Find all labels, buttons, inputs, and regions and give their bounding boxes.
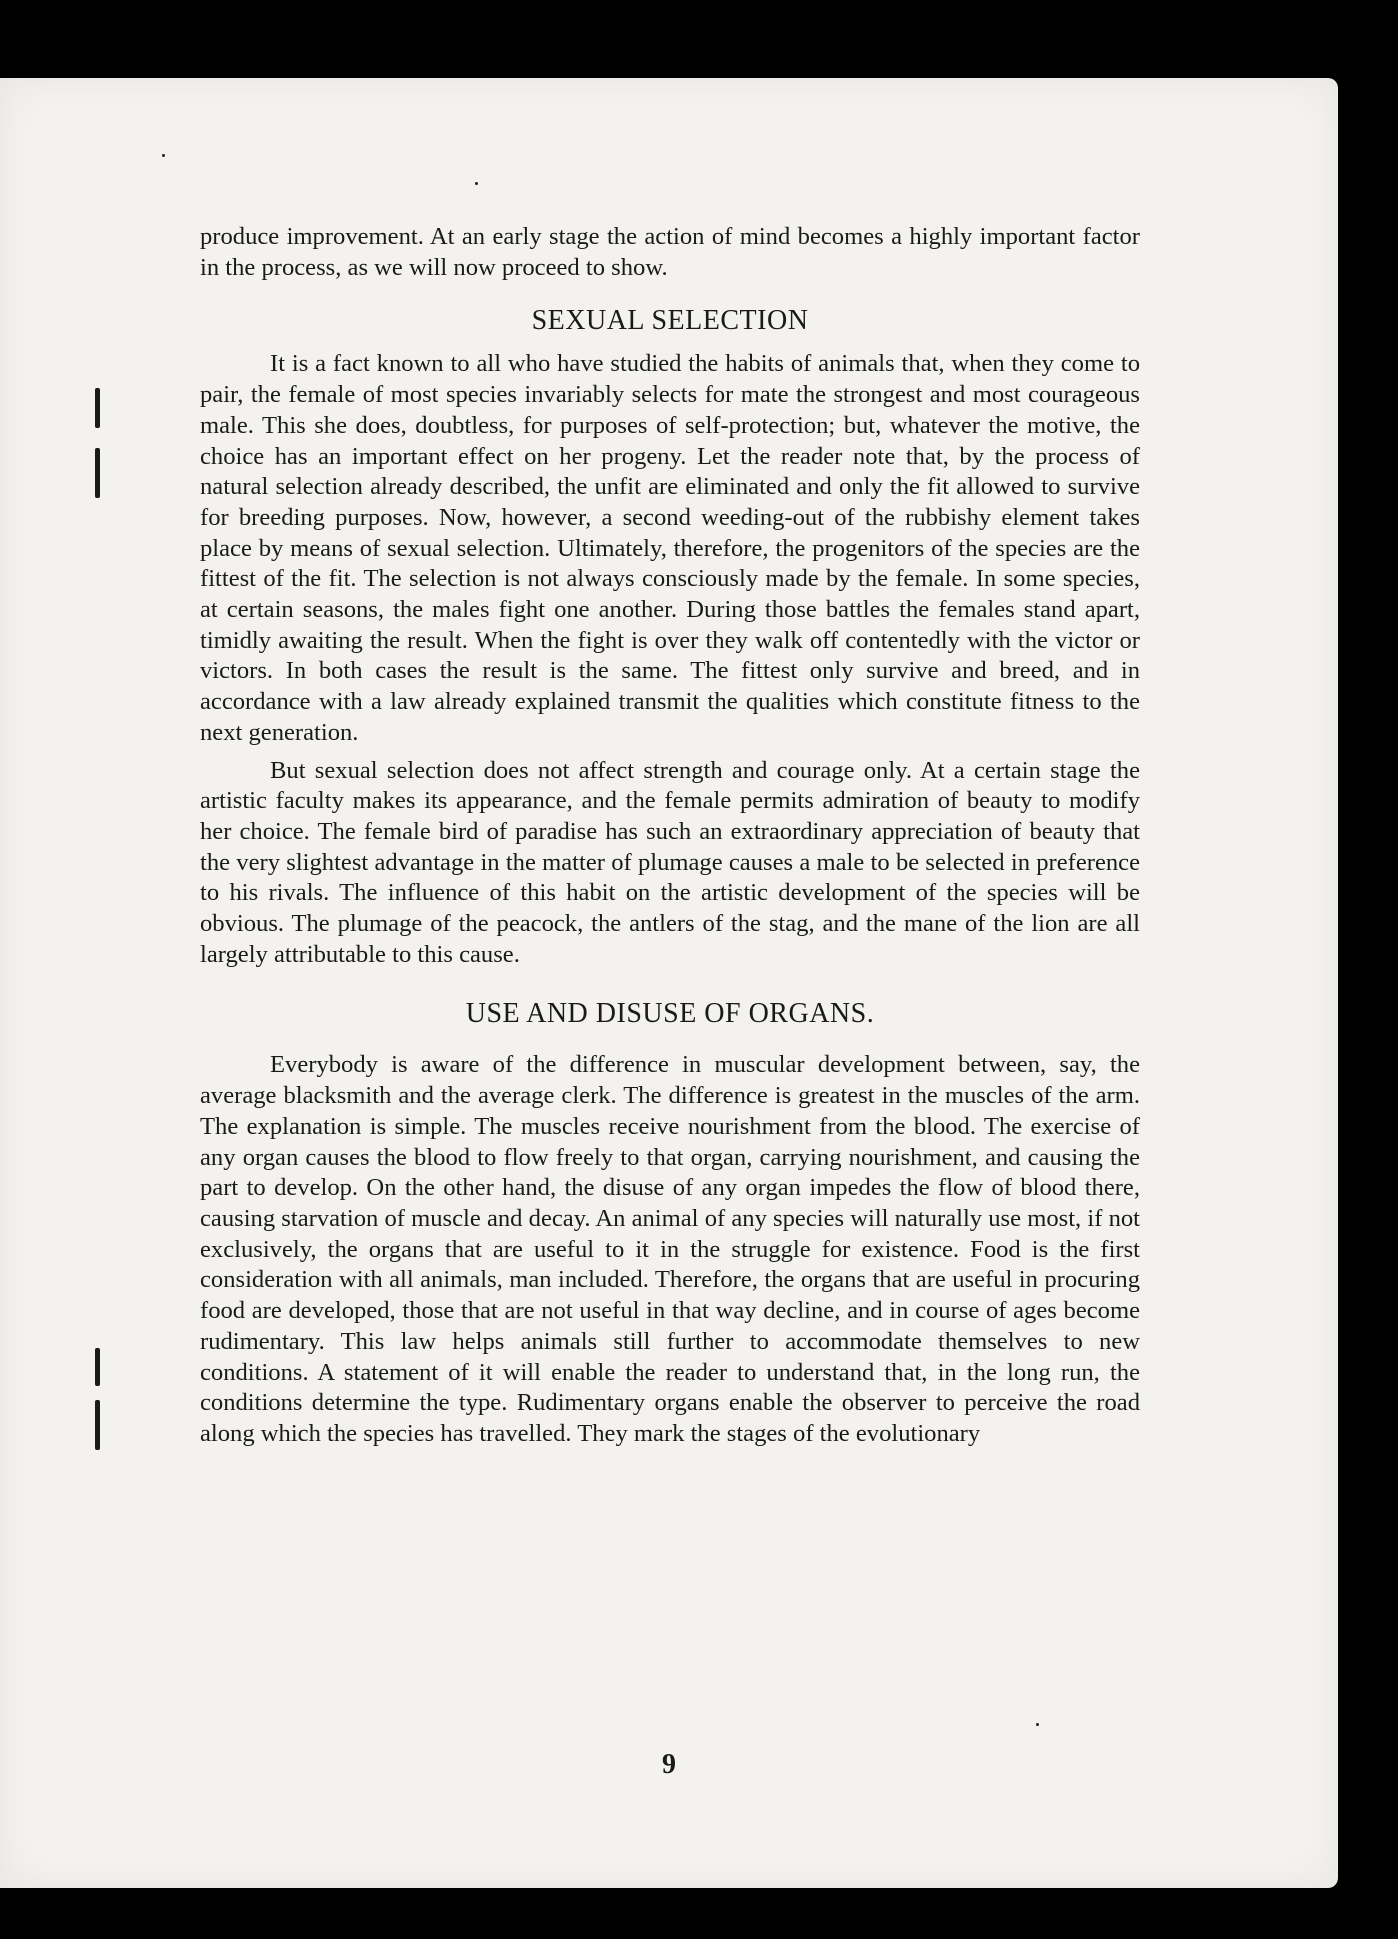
section-heading-sexual-selection: SEXUAL SELECTION xyxy=(531,305,809,337)
binding-mark xyxy=(95,448,100,498)
binding-mark xyxy=(95,1348,100,1386)
paragraph: It is a fact known to all who have studied the habits of animals that, when they come to pair, the female of most species invariably selects for mate the strongest and most courageous male. This she does, doubtless, for purposes of self-protection; but, whatever the motive, the choice has an important effect on her progeny. Let the reader note that, by the process of natural selection already described, the unfit are eliminated and only the fit allowed to survive for breeding purposes. Now, however, a second weeding-out of the rubbishy element takes place by means of sexual selection. Ultimately, therefore, the progenitors of the species are the fittest of the fit. The selection is not always consciously made by the female. In some species, at certain seasons, the males fight one another. During those battles the females stand apart, timidly awaiting the result. When the fight is over they walk off contentedly with the victor or victors. In both cases the result is the same. The fittest only survive and breed, and in accordance with a law already explained transmit the qualities which constitute fitness to the next generation. xyxy=(200,350,1140,746)
section-heading-use-disuse: USE AND DISUSE OF ORGANS. xyxy=(465,998,875,1030)
speck xyxy=(162,154,165,157)
speck xyxy=(475,182,478,185)
binding-mark xyxy=(95,388,100,428)
intro-paragraph: produce improvement. At an early stage the action of mind becomes a highly important factor in the process, as we will now proceed to show. xyxy=(200,223,1140,281)
paragraph: But sexual selection does not affect strength and courage only. At a certain stage the artistic faculty makes its appearance, and the female permits admiration of beauty to modify her choice. The female bird of paradise has such an extraordinary appreciation of beauty that the very slightest advantage in the matter of plumage causes a male to be selected in preference to his rivals. The influence of this habit on the artistic development of the species will be obvious. The plumage of the peacock, the antlers of the stag, and the mane of the lion are all largely attributable to this cause. xyxy=(200,756,1140,968)
speck xyxy=(1036,1723,1039,1726)
page-number: 9 xyxy=(662,1749,676,1780)
body-text xyxy=(200,222,1140,1450)
book-page xyxy=(0,78,1338,1888)
paragraph: Everybody is aware of the difference in muscular development between, say, the average blacksmith and the average clerk. The difference is greatest in the muscles of the arm. The explanation is simple. The muscles receive nourishment from the blood. The exercise of any organ causes the blood to flow freely to that organ, carrying nourishment, and causing the part to develop. On the other hand, the disuse of any organ impedes the flow of blood there, causing starvation of muscle and decay. An animal of any species will naturally use most, if not exclusively, the organs that are useful to it in the struggle for existence. Food is the first consideration with all animals, man included. Therefore, the organs that are useful in procuring food are developed, those that are not useful in that way decline, and in course of ages become rudimentary. This law helps animals still further to accommodate themselves to new conditions. A statement of it will enable the reader to understand that, in the long run, the conditions determine the type. Rudimentary organs enable the observer to perceive the road along which the species has travelled. They mark the stages of the evolutionary xyxy=(200,1051,1140,1447)
binding-mark xyxy=(95,1400,100,1450)
